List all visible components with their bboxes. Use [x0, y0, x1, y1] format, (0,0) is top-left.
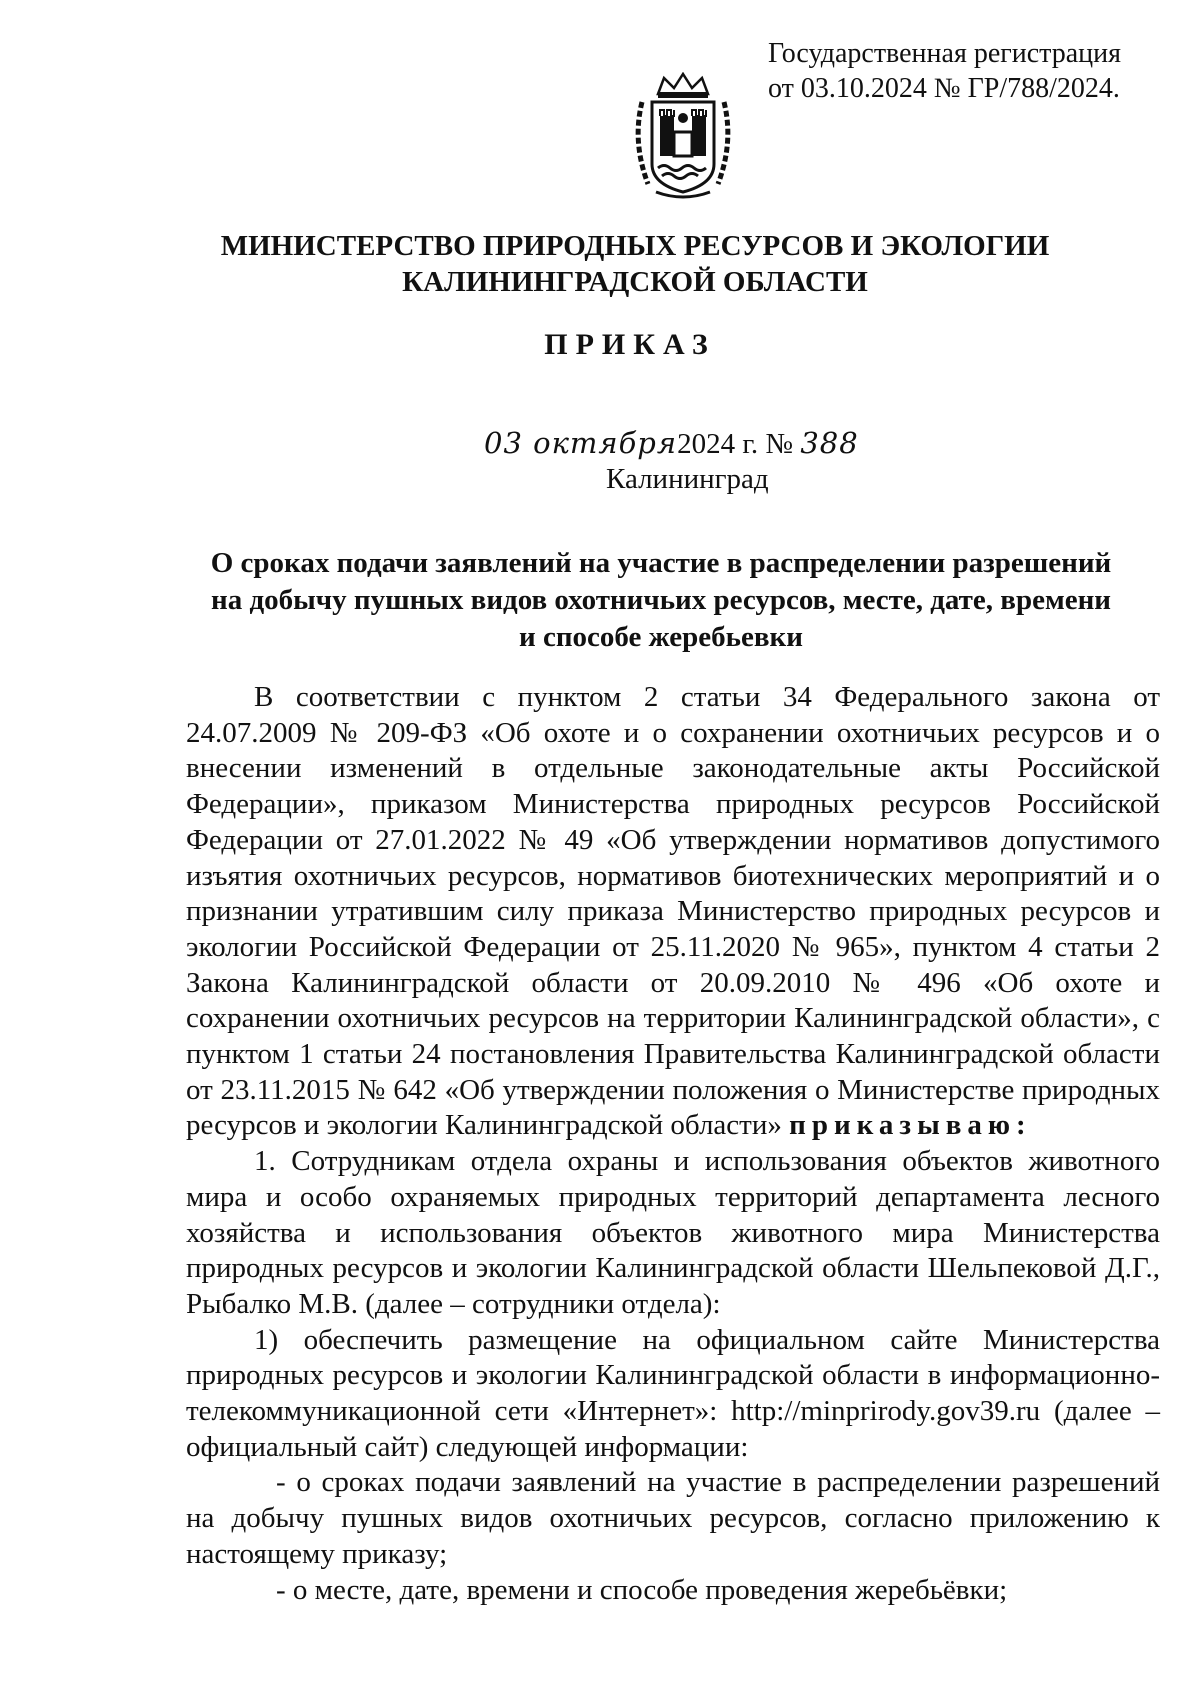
registration-stamp	[768, 36, 1121, 106]
order-body	[186, 680, 1160, 1608]
item-1: 1. Сотрудникам отдела охраны и использования объектов животного мира и особо охраняемых природных территорий департамента лесного хозяйства и использования объектов животного мира Министерства природных ресурсов и экологии Калининградской области Шельпековой Д.Г., Рыбалко М.В. (далее – сотрудники отдела):	[186, 1145, 1160, 1320]
subject-line-1: О сроках подачи заявлений на участие в распределении разрешений	[210, 547, 1112, 579]
ministry-line-2: КАЛИНИНГРАДСКОЙ ОБЛАСТИ	[402, 266, 868, 298]
preamble-text: В соответствии с пунктом 2 статьи 34 Федерального закона от 24.07.2009 № 209-ФЗ «Об охоте и о сохранении охотничьих ресурсов и о внесении изменений в отдельные законодательные акты Российской Федерации», приказом Министерства природных ресурсов Российской Федерации от 27.01.2022 № 49 «Об утверждении нормативов допустимого изъятия охотничьих ресурсов, нормативов биотехнических мероприятий и о признании утратившим силу приказа Министерство природных ресурсов и экологии Российской Федерации от 25.11.2020 № 965», пунктом 4 статьи 2 Закона Калининградской области от 20.09.2010 № 496 «Об охоте и сохранении охотничьих ресурсов на территории Калининградской области», с пунктом 1 статьи 24 постановления Правительства Калининградской области от 23.11.2015 № 642 «Об утверждении положения о Министерстве природных ресурсов и экологии Калининградской области»	[186, 681, 1160, 1142]
city: Калининград	[606, 463, 769, 495]
document-type: ПРИКАЗ	[544, 328, 716, 361]
order-year: 2024 г. №	[677, 428, 794, 460]
handwritten-number: 388	[800, 426, 859, 460]
bullet-2: - о месте, дате, времени и способе проведения жеребьёвки;	[276, 1573, 1008, 1606]
subject-line-3: и способе жеребьевки	[519, 621, 803, 653]
kaliningrad-coat-of-arms-icon	[628, 72, 738, 200]
subject-line-2: на добычу пушных видов охотничьих ресурсов, месте, дате, времени	[211, 584, 1111, 616]
handwritten-date: 03 октября	[484, 426, 678, 460]
preamble-paragraph	[186, 680, 1160, 1144]
bullet-1: - о сроках подачи заявлений на участие в распределении разрешений на добычу пушных видов охотничьих ресурсов, согласно приложению к настоящему приказу;	[186, 1466, 1160, 1570]
order-date-number	[484, 426, 859, 461]
ministry-line-1: МИНИСТЕРСТВО ПРИРОДНЫХ РЕСУРСОВ И ЭКОЛОГИИ	[220, 230, 1050, 262]
ministry-name	[0, 228, 1200, 300]
registration-line-2: от 03.10.2024 № ГР/788/2024.	[768, 73, 1120, 104]
order-subject	[186, 545, 1136, 656]
item-1-1: 1) обеспечить размещение на официальном сайте Министерства природных ресурсов и экологии Калининградской области в информационно-телекоммуникационной сети «Интернет»: http://minprirody.gov39.ru (далее – официальный сайт) следующей информации:	[186, 1323, 1160, 1463]
decree-word: приказываю:	[789, 1109, 1032, 1142]
registration-line-1: Государственная регистрация	[768, 38, 1121, 69]
